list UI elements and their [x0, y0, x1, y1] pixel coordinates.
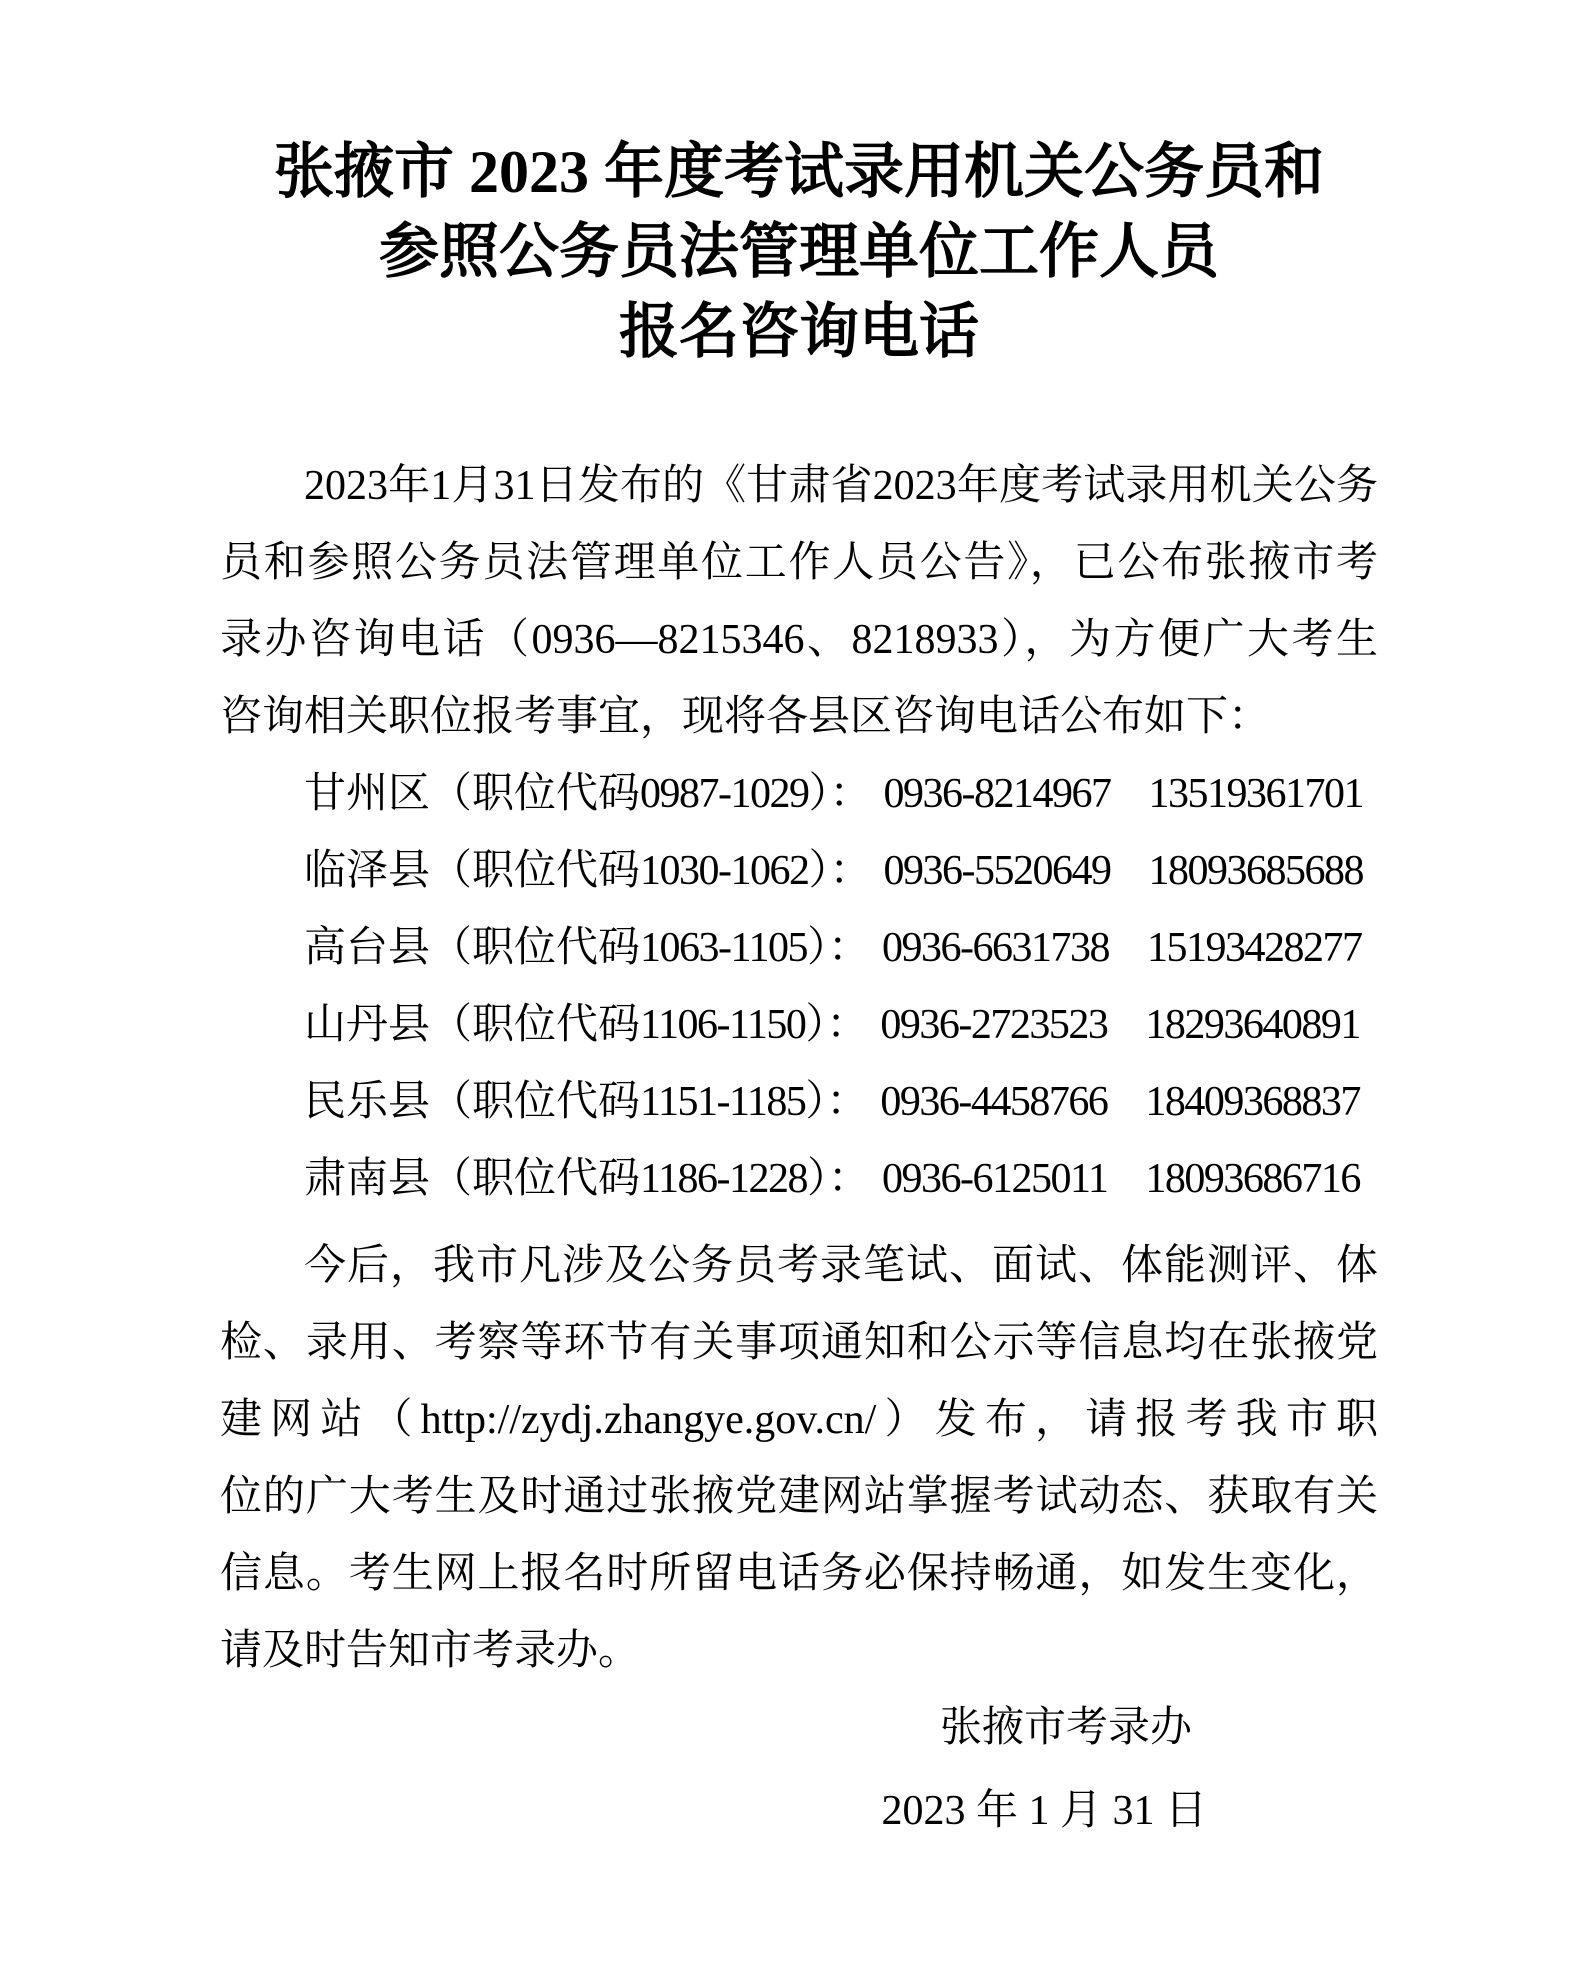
signature: 张掖市考录办 [939, 1705, 1192, 1751]
code-suffix: ）： [806, 925, 870, 971]
phone-row [220, 1064, 1378, 1141]
position-code: 1030-1062 [640, 848, 809, 894]
region-name: 肃南县 [304, 1156, 431, 1202]
closing-paragraph [220, 1228, 1378, 1690]
closing-line-2: 检、录用、考察等环节有关事项通知和公示等信息均在张掖党 [220, 1320, 1378, 1366]
position-code: 0987-1029 [640, 771, 809, 817]
region-name: 临泽县 [304, 848, 431, 894]
region-name: 高台县 [304, 925, 431, 971]
mobile-phone: 18409368837 [1145, 1079, 1360, 1125]
date: 2023 年 1 月 31 日 [881, 1788, 1207, 1834]
title-line-2: 参照公务员法管理单位工作人员 [379, 219, 1219, 285]
office-phone: 0936-6631738 [881, 925, 1109, 971]
mobile-phone: 18093685688 [1148, 848, 1364, 894]
phone-list [220, 756, 1378, 1218]
document-title [220, 132, 1378, 372]
mobile-phone: 13519361701 [1148, 771, 1364, 817]
code-suffix: ）： [805, 1079, 869, 1125]
intro-line-4: 咨询相关职位报考事宜，现将各县区咨询电话公布如下： [220, 694, 1271, 740]
document-content [220, 132, 1378, 1850]
phone-row [220, 987, 1378, 1064]
intro-line-3: 录办咨询电话（0936—8215346、8218933），为方便广大考生 [220, 617, 1378, 663]
region-name: 山丹县 [304, 1002, 431, 1048]
phone-row [220, 1141, 1378, 1218]
region-name: 民乐县 [304, 1079, 431, 1125]
mobile-phone: 15193428277 [1146, 925, 1362, 971]
mobile-phone: 18293640891 [1145, 1002, 1360, 1048]
code-suffix: ）： [808, 848, 872, 894]
code-suffix: ）： [805, 1002, 869, 1048]
position-code: 1151-1185 [640, 1079, 806, 1125]
code-prefix: （职位代码 [430, 1079, 641, 1125]
code-prefix: （职位代码 [430, 771, 641, 817]
region-name: 甘州区 [304, 771, 431, 817]
mobile-phone: 18093686716 [1145, 1156, 1360, 1202]
phone-row [220, 910, 1378, 987]
intro-line-1: 2023年1月31日发布的《甘肃省2023年度考试录用机关公务 [304, 463, 1378, 509]
phone-row [220, 833, 1378, 910]
position-code: 1186-1228 [640, 1156, 807, 1202]
position-code: 1106-1150 [640, 1002, 806, 1048]
code-prefix: （职位代码 [430, 925, 641, 971]
code-prefix: （职位代码 [430, 1002, 641, 1048]
code-prefix: （职位代码 [430, 848, 641, 894]
closing-line-5: 信息。考生网上报名时所留电话务必保持畅通，如发生变化， [220, 1551, 1378, 1597]
document-body [220, 448, 1378, 1850]
code-suffix: ）： [808, 771, 872, 817]
code-prefix: （职位代码 [430, 1156, 641, 1202]
phone-row [220, 756, 1378, 833]
office-phone: 0936-8214967 [883, 771, 1111, 817]
office-phone: 0936-5520649 [883, 848, 1111, 894]
office-phone: 0936-2723523 [880, 1002, 1108, 1048]
closing-line-4: 位的广大考生及时通过张掖党建网站掌握考试动态、获取有关 [220, 1474, 1378, 1520]
intro-line-2: 员和参照公务员法管理单位工作人员公告》，已公布张掖市考 [220, 540, 1378, 586]
office-phone: 0936-4458766 [880, 1079, 1108, 1125]
closing-line-1: 今后，我市凡涉及公务员考录笔试、面试、体能测评、体 [304, 1243, 1378, 1289]
closing-line-6: 请及时告知市考录办。 [220, 1628, 641, 1674]
closing-line-3: 建网站（http://zydj.zhangye.gov.cn/）发布，请报考我市职 [220, 1397, 1378, 1443]
intro-paragraph [220, 448, 1378, 756]
office-phone: 0936-6125011 [881, 1156, 1108, 1202]
position-code: 1063-1105 [640, 925, 807, 971]
title-line-1: 张掖市 2023 年度考试录用机关公务员和 [274, 139, 1324, 205]
title-line-3: 报名咨询电话 [619, 299, 979, 365]
code-suffix: ）： [806, 1156, 870, 1202]
